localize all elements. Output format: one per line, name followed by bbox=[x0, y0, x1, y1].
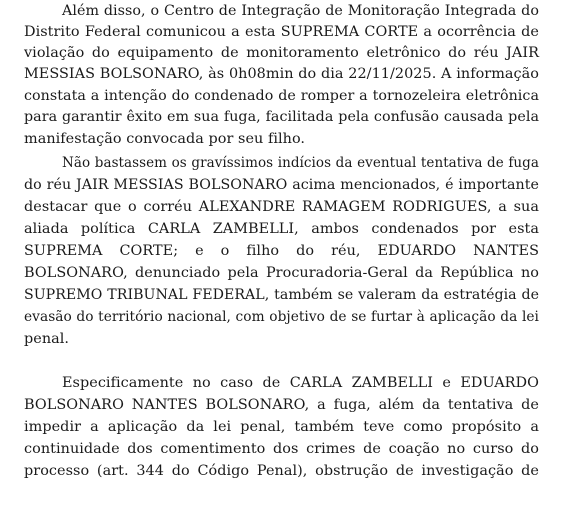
text-line: Não bastassem os gravíssimos indícios da eventual tentativa de fuga bbox=[62, 155, 539, 171]
text-line: manifestação convocada por seu filho. bbox=[24, 131, 306, 147]
text-line: violação do equipamento de monitoramento eletrônico do réu JAIR bbox=[24, 45, 539, 61]
text-line: SUPREMO TRIBUNAL FEDERAL, também se valeram da estratégia de bbox=[24, 287, 539, 303]
text-line: Além disso, o Centro de Integração de Monitoração Integrada do bbox=[62, 3, 539, 19]
text-line: do réu JAIR MESSIAS BOLSONARO acima mencionados, é importante bbox=[24, 177, 539, 193]
text-line: BOLSONARO, denunciado pela Procuradoria-Geral da República no bbox=[24, 265, 539, 281]
text-line: aliada política CARLA ZAMBELLI, ambos condenados por esta bbox=[24, 221, 539, 237]
text-line: para garantir êxito em sua fuga, facilitada pela confusão causada pela bbox=[24, 109, 539, 125]
text-line: constata a intenção do condenado de romper a tornozeleira eletrônica bbox=[24, 88, 539, 104]
text-line: Especificamente no caso de CARLA ZAMBELLI e EDUARDO bbox=[62, 375, 539, 391]
text-line: destacar que o corréu ALEXANDRE RAMAGEM RODRIGUES, a sua bbox=[24, 199, 539, 215]
text-line: continuidade dos comentimento dos crimes de coação no curso do bbox=[24, 441, 539, 457]
text-line: evasão do território nacional, com objetivo de se furtar à aplicação da lei bbox=[24, 309, 539, 325]
text-line: BOLSONARO NANTES BOLSONARO, a fuga, além da tentativa de bbox=[24, 397, 539, 413]
text-line: Distrito Federal comunicou a esta SUPREMA CORTE a ocorrência de bbox=[24, 24, 539, 40]
text-line: SUPREMA CORTE; e o filho do réu, EDUARDO NANTES bbox=[24, 243, 539, 259]
text-line: penal. bbox=[24, 331, 70, 347]
text-line: processo (art. 344 do Código Penal), obstrução de investigação de bbox=[24, 463, 539, 479]
text-line: MESSIAS BOLSONARO, às 0h08min do dia 22/11/2025. A informação bbox=[24, 66, 539, 82]
text-line: impedir a aplicação da lei penal, também teve como propósito a bbox=[24, 419, 539, 435]
